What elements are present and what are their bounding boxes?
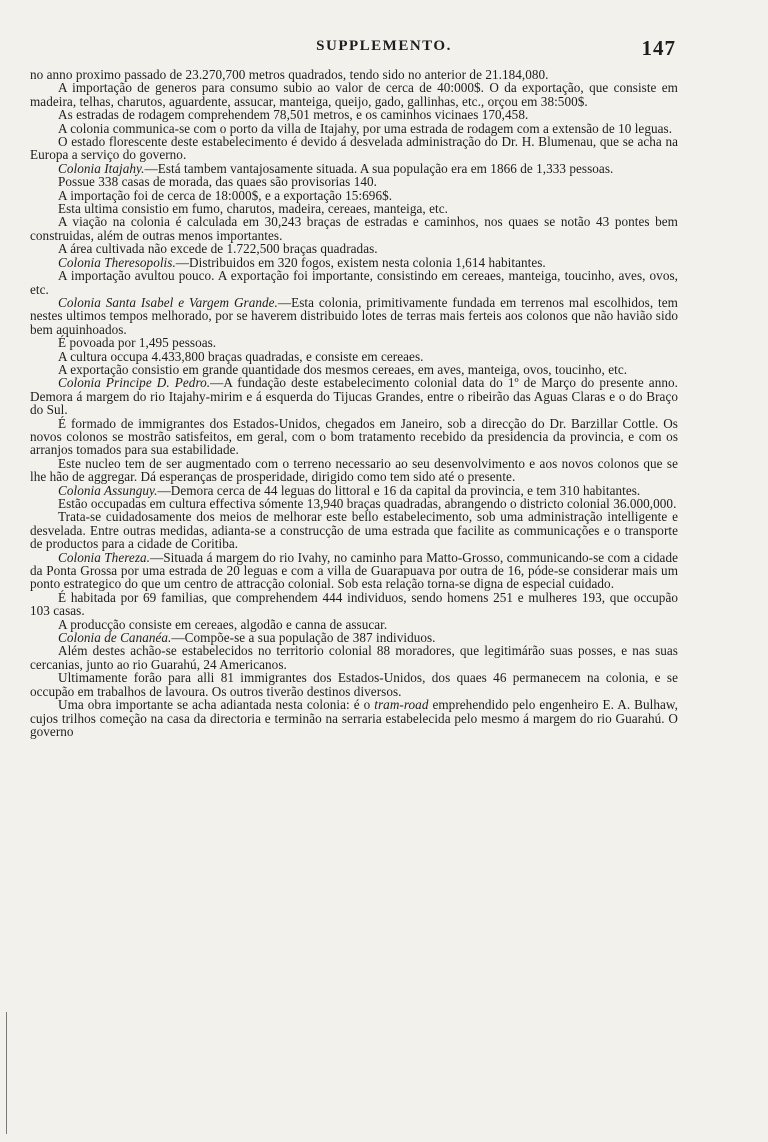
- page-body: [30, 68, 678, 738]
- paragraph: [30, 350, 678, 363]
- paragraph: [30, 457, 678, 484]
- paragraph-text: no anno proximo passado de 23.270,700 metros quadrados, tendo sido no anterior de 21.184,080.: [30, 67, 549, 82]
- colony-name: Colonia de Cananéa.: [58, 630, 172, 646]
- paragraph: [30, 122, 678, 135]
- colony-name: Colonia Itajahy.: [58, 160, 145, 176]
- paragraph-text: A viação na colonia é calculada em 30,243 braças de estradas e caminhos, nos quaes se notão 43 pontes bem construidas, além de outras menos importantes.: [30, 214, 678, 243]
- paragraph-text: É formado de immigrantes dos Estados-Unidos, chegados em Janeiro, sob a direcção do Dr. Barzillar Cottle. Os novos colonos se mostrão satisfeitos, em geral, com o bom tratamento recebido da presidencia da provincia, e com os arranjos tomados para sua estabilidade.: [30, 415, 678, 458]
- paragraph: [30, 497, 678, 510]
- page-number: 147: [641, 36, 676, 60]
- paragraph: [30, 135, 678, 162]
- paragraph: [30, 671, 678, 698]
- paragraph: [30, 256, 678, 269]
- paragraph-text: A importação de generos para consumo subio ao valor de cerca de 40:000$. O da exportação, que consiste em madeira, telhas, charutos, aguardente, assucar, manteiga, queijo, gado, gallinhas, etc., orçou em 38:500$.: [30, 80, 678, 109]
- paragraph-text: A exportação consistio em grande quantidade dos mesmos cereaes, em aves, manteiga, ovos, toucinho, etc.: [58, 361, 628, 377]
- paragraph-text: Além destes achão-se estabelecidos no territorio colonial 88 moradores, que legitimárão suas posses, e nas suas cercanias, junto ao rio Guarahú, 24 Americanos.: [30, 643, 678, 672]
- paragraph: [30, 363, 678, 376]
- page-header: [0, 38, 768, 64]
- page-title: SUPPLEMENTO.: [316, 38, 452, 54]
- paragraph-text: —A fundação deste estabelecimento colonial data do 1º de Março do presente anno. Demora á margem do rio Itajahy-mirim e á esquerda do Tijucas Grandes, entre o ribeirão das Aguas Claras e o do Braço do Sul.: [30, 375, 678, 418]
- paragraph-text: —Compõe-se a sua população de 387 individuos.: [171, 630, 436, 646]
- paragraph: [30, 551, 678, 591]
- paragraph-text: As estradas de rodagem comprehendem 78,501 metros, e os caminhos vicinaes 170,458.: [58, 107, 529, 123]
- paragraph-text: O estado florescente deste estabelecimento é devido á desvelada administração do Dr. H. Blumenau, que se acha na Europa a serviço do governo.: [30, 134, 678, 163]
- colony-name: tram-road: [374, 697, 429, 713]
- paragraph: [30, 644, 678, 671]
- paragraph-text: Possue 338 casas de morada, das quaes são provisorias 140.: [58, 174, 377, 190]
- paragraph-text: A producção consiste em cereaes, algodão e canna de assucar.: [58, 616, 388, 632]
- colony-name: Colonia Santa Isabel e Vargem Grande.: [58, 294, 278, 310]
- colony-name: Colonia Assunguy.: [58, 482, 158, 498]
- paragraph-text: Esta ultima consistio em fumo, charutos, madeira, cereaes, manteiga, etc.: [58, 201, 448, 217]
- paragraph-text: —Está tambem vantajosamente situada. A sua população era em 1866 de 1,333 pessoas.: [144, 160, 614, 176]
- paragraph-text: —Distribuidos em 320 fogos, existem nesta colonia 1,614 habitantes.: [175, 254, 546, 270]
- paragraph-text: —Esta colonia, primitivamente fundada em terrenos mal escolhidos, tem nestes ultimos tempos melhorado, por se haverem distribuido lotes de terras mais ferteis aos colonos que não havião sido bem aquinhoados.: [30, 294, 678, 337]
- paragraph-text: Estão occupadas em cultura effectiva sómente 13,940 braças quadradas, abrangendo o districto colonial 36.000,000.: [58, 496, 677, 511]
- paragraph: [30, 269, 678, 296]
- paragraph: [30, 296, 678, 336]
- paragraph-text: É povoada por 1,495 pessoas.: [58, 335, 217, 351]
- paragraph-text: É habitada por 69 familias, que comprehendem 444 individuos, sendo homens 251 e mulheres 193, que occupão 103 casas.: [30, 589, 678, 619]
- paragraph: [30, 108, 678, 121]
- paragraph-text: —Demora cerca de 44 leguas do littoral e 16 da capital da provincia, e tem 310 habitantes.: [157, 482, 641, 498]
- margin-rule: [6, 1012, 7, 1134]
- paragraph-text: emprehendido pelo engenheiro E. A. Bulhaw, cujos trilhos começão na casa da directoria e terminão na serraria estabelecida pelo mesmo á margem do rio Guarahú. O governo: [30, 697, 678, 739]
- colony-name: Colonia Theresopolis.: [58, 254, 176, 270]
- paragraph: [30, 68, 678, 81]
- paragraph: [30, 336, 678, 349]
- paragraph: [30, 698, 678, 738]
- paragraph: [30, 215, 678, 242]
- paragraph: [30, 242, 678, 255]
- colony-name: Colonia Thereza.: [58, 549, 150, 565]
- paragraph: [30, 175, 678, 188]
- paragraph-text: —Situada á margem do rio Ivahy, no caminho para Matto-Grosso, communicando-se com a cidade da Ponta Grossa por uma estrada de 20 leguas e com a villa de Guarapuava por outra de 16, póde-se considerar mais um ponto estrategico do que um centro de attracção colonial. Sob esta relação torna-se digna de especial cuidado.: [30, 549, 678, 592]
- paragraph: [30, 591, 678, 618]
- paragraph-text: Trata-se cuidadosamente dos meios de melhorar este bello estabelecimento, sob uma administração intelligente e desvelada. Entre outras medidas, adianta-se a construcção de uma estrada que facilite as communicações e o transporte de productos para a cidade de Coritiba.: [30, 509, 678, 552]
- paragraph-text: A colonia communica-se com o porto da villa de Itajahy, por uma estrada de rodagem com a extensão de 10 leguas.: [58, 120, 673, 136]
- paragraph-text: A importação avultou pouco. A exportação foi importante, consistindo em cereaes, manteiga, toucinho, aves, ovos, etc.: [30, 268, 678, 297]
- paragraph: [30, 162, 678, 175]
- paragraph-text: Este nucleo tem de ser augmentado com o terreno necessario ao seu desenvolvimento e aos novos colonos que se lhe hão de aggregar. Dá esperanças de prosperidade, dirigido como tem sido até o presente.: [30, 455, 678, 485]
- paragraph-text: A cultura occupa 4.433,800 braças quadradas, e consiste em cereaes.: [58, 348, 424, 364]
- colony-name: Colonia Principe D. Pedro.: [58, 375, 211, 391]
- paragraph-text: A área cultivada não excede de 1.722,500 braças quadradas.: [58, 241, 378, 257]
- paragraph: [30, 484, 678, 497]
- paragraph-text: Ultimamente forão para alli 81 immigrantes dos Estados-Unidos, dos quaes 46 permanecem na colonia, e se occupão em trabalhos de lavoura. Os outros tiverão destinos diversos.: [30, 670, 678, 699]
- paragraph-lead-text: Uma obra importante se acha adiantada nesta colonia: é o: [58, 697, 375, 713]
- paragraph: [30, 618, 678, 631]
- paragraph: [30, 376, 678, 416]
- paragraph: [30, 189, 678, 202]
- paragraph: [30, 510, 678, 550]
- paragraph: [30, 81, 678, 108]
- paragraph: [30, 202, 678, 215]
- paragraph-text: A importação foi de cerca de 18:000$, e a exportação 15:696$.: [58, 187, 393, 203]
- paragraph: [30, 631, 678, 644]
- paragraph: [30, 417, 678, 457]
